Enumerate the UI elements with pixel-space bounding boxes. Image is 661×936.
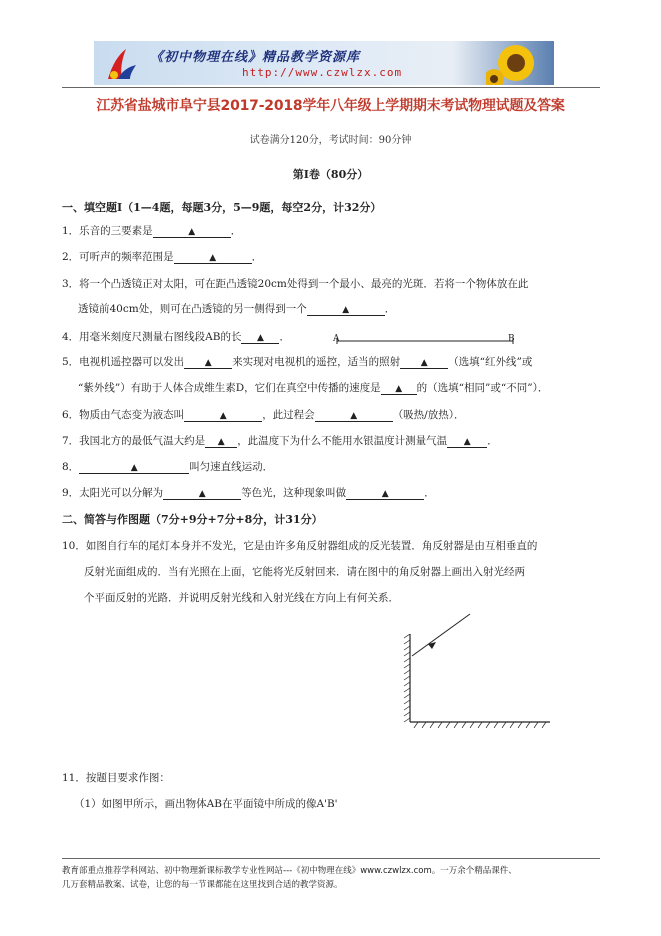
banner-title: 《初中物理在线》精品教学资源库 — [150, 50, 361, 65]
header-banner — [94, 41, 554, 85]
answer-blank: ▲ — [79, 461, 189, 474]
answer-blank: ▲ — [153, 225, 231, 238]
question-9: 9．太阳光可以分解为 ▲ 等色光，这种现象叫做 ▲ ． — [62, 487, 435, 499]
answer-blank: ▲ — [381, 382, 417, 395]
footer-line-2: 几万套精品教案、试卷，让您的每一节课都能在这里找到合适的教学资源。 — [62, 880, 343, 890]
segment-label-a: A — [333, 334, 340, 344]
banner-url: http://www.czwlzx.com — [242, 66, 403, 79]
question-4: 4．用毫米刻度尺测量右图线段AB的长 ▲ ． — [62, 331, 290, 343]
line-segment-ab — [335, 338, 515, 346]
question-10-line-3: 个平面反射的光路．并说明反射光线和入射光线在方向上有何关系． — [84, 592, 399, 604]
site-logo — [104, 45, 138, 81]
question-7: 7．我国北方的最低气温大约是 ▲ ，此温度下为什么不能用水银温度计测量气温 ▲ ． — [62, 435, 498, 447]
sunflower-image — [486, 41, 546, 85]
answer-blank: ▲ — [205, 435, 237, 448]
answer-blank: ▲ — [174, 251, 252, 264]
section-heading-2: 二、简答与作图题（7分+9分+7分+8分，计31分） — [62, 513, 323, 526]
question-2-text: 2．可听声的频率范围是 — [62, 251, 174, 263]
document-title: 江苏省盐城市阜宁县2017-2018学年八年级上学期期末考试物理试题及答案 — [96, 98, 565, 114]
corner-reflector-diagram — [398, 612, 558, 728]
question-1-text: 1．乐音的三要素是 — [62, 225, 153, 237]
question-10: 10．如图自行车的尾灯本身并不发光，它是由许多角反射器组成的反光装置．角反射器是由互相垂直的 — [62, 540, 538, 552]
answer-blank: ▲ — [447, 435, 487, 448]
section-heading-1: 一、填空题Ⅰ（1—4题，每题3分，5—9题，每空2分，计32分） — [62, 201, 382, 214]
segment-label-b: B — [508, 334, 515, 344]
question-6: 6．物质由气态变为液态叫 ▲ ，此过程会 ▲ （吸热/放热）． — [62, 409, 465, 421]
question-5-line-2: “紫外线”）有助于人体合成维生素D，它们在真空中传播的速度是 ▲ 的（选填“相同”或“不同”）． — [78, 382, 549, 394]
question-3: 3．将一个凸透镜正对太阳，可在距凸透镜20cm处得到一个最小、最亮的光斑．若将一个物体放在此 — [62, 278, 529, 290]
answer-blank: ▲ — [346, 487, 424, 500]
question-3-line-2: 透镜前40cm处，则可在凸透镜的另一侧得到一个 ▲ ． — [78, 303, 396, 315]
question-2: 2．可听声的频率范围是 ▲ ． — [62, 251, 263, 263]
question-1: 1．乐音的三要素是 ▲ ． — [62, 225, 242, 237]
question-10-line-2: 反射光面组成的．当有光照在上面，它能将光反射回来．请在图中的角反射器上画出入射光经两 — [84, 566, 525, 578]
footer-line-1: 教育部重点推荐学科网站、初中物理新课标教学专业性网站---《初中物理在线》www.czwlzx.com。一万余个精品课件、 — [62, 866, 517, 876]
answer-blank: ▲ — [184, 356, 232, 369]
answer-blank: ▲ — [400, 356, 448, 369]
header-rule — [62, 87, 600, 88]
answer-blank: ▲ — [163, 487, 241, 500]
question-8: 8． ▲ 叫匀速直线运动． — [62, 461, 274, 473]
exam-info: 试卷满分120分，考试时间：90分钟 — [249, 135, 412, 146]
answer-blank: ▲ — [315, 409, 393, 422]
answer-blank: ▲ — [184, 409, 262, 422]
part-title: 第Ⅰ卷（80分） — [292, 168, 369, 181]
footer-rule — [62, 858, 600, 859]
question-5: 5．电视机遥控器可以发出 ▲ 来实现对电视机的遥控，适当的照射 ▲ （选填“红外线”或 — [62, 356, 533, 368]
question-11: 11．按题目要求作图： — [62, 772, 170, 784]
question-11-part-1: （1）如图甲所示，画出物体AB在平面镜中所成的像A'B' — [74, 798, 338, 810]
answer-blank: ▲ — [241, 331, 279, 344]
answer-blank: ▲ — [307, 303, 385, 316]
